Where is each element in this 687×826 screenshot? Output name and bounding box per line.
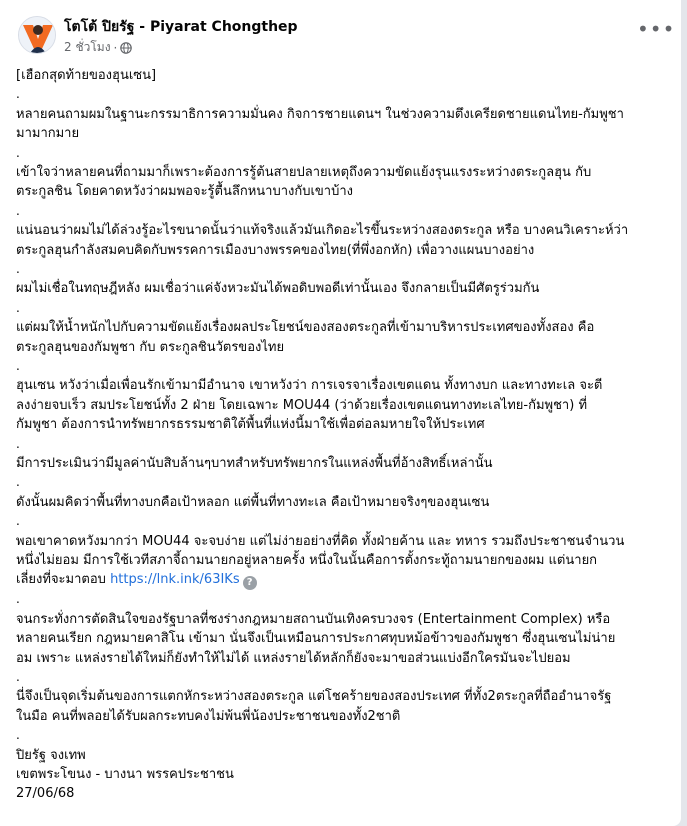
post-line: ตระกูลฮุนของกัมพูชา กับ ตระกูลชินวัตรของไทย	[16, 339, 285, 355]
post-line: ตระกูลชิน โดยคาดหวังว่าผมพอจะรู้ตื้นลึกหนาบางกับเขาบ้าง	[16, 184, 354, 200]
post-line: แน่นอนว่าผมไม่ได้ล่วงรู้อะไรขนาดนั้นว่าแท้จริงแล้วมันเกิดอะไรขึ้นระหว่างสองตระกูล หรือ บางคนวิเคราะห์ว่า	[16, 223, 629, 239]
post-line: จนกระทั่งการตัดสินใจของรัฐบาลที่ชงร่างกฎหมายสถานบันเทิงครบวงจร (Entertainment Complex) หรือ	[16, 611, 611, 627]
post-line: .	[16, 359, 20, 374]
post-line: แต่ผมให้น้ำหนักไปกับความขัดแย้งเรื่องผลประโยชน์ของสองตระกูลที่เข้ามาบริหารประเทศของทั้งสอง คือ	[16, 320, 595, 336]
signature-name: ปิยรัฐ จงเทพ	[16, 747, 86, 763]
avatar[interactable]	[18, 16, 56, 54]
post-meta	[64, 38, 132, 57]
post-line: .	[16, 592, 20, 607]
post-line: ตระกูลฮุนกำลังสมคบคิดกับพรรคการเมืองบางพรรคของไทย(ที่พึ่งอกหัก) เพื่อวางแผนบางอย่าง	[16, 242, 535, 258]
post-line: ลงง่ายจบเร็ว สมประโยชน์ทั้ง 2 ฝ่าย โดยเฉพาะ MOU44 (ว่าด้วยเรื่องเขตแดนทางทะเลไทย-กัมพูชา) ที่	[16, 397, 588, 413]
signature-district: เขตพระโขนง - บางนา พรรคประชาชน	[16, 767, 234, 783]
avatar-image	[19, 17, 56, 54]
post-line: .	[16, 728, 20, 743]
post-line: หลายคนถามผมในฐานะกรรมาธิการความมั่นคง กิจการชายแดนฯ ในช่วงความตึงเครียดชายแดนไทย-กัมพูชา	[16, 106, 624, 122]
post-line: หนึ่งไม่ยอม มีการใช้เวทีสภาจี้ถามนายกอยู่หลายครั้ง หนึ่งในนั้นคือการตั้งกระทู้ถามนายกของผม แต่นายก	[16, 553, 598, 569]
post-line: .	[16, 475, 20, 490]
post-line: นี่จึงเป็นจุดเริ่มต้นของการแตกหักระหว่างสองตระกูล แต่โชคร้ายของสองประเทศ ที่ทั้ง2ตระกูลที่ถืออำนาจรัฐ	[16, 689, 612, 705]
post-line: ผมไม่เชื่อในทฤษฎีหลัง ผมเชื่อว่าแค่จังหวะมันได้พอดิบพอดีเท่านั้นเอง จึงกลายเป็นมีศัตรูร่วมกัน	[16, 281, 540, 297]
post-body	[16, 66, 676, 804]
post-line: ดังนั้นผมคิดว่าพื้นที่ทางบกคือเป้าหลอก แต่พื้นที่ทางทะเล คือเป้าหมายจริงๆของฮุนเซน	[16, 494, 490, 510]
post-line: .	[16, 145, 20, 160]
post-line: กัมพูชา ต้องการนำทรัพยากรธรรมชาติใต้พื้นที่แห่งนี้มาใช้เพื่อต่อลมหายใจให้ประเทศ	[16, 417, 485, 433]
post-link[interactable]: https://lnk.ink/63IKs	[110, 572, 240, 588]
signature-date: 27/06/68	[16, 786, 75, 802]
post-line: [เฮือกสุดท้ายของฮุนเซน]	[16, 68, 157, 83]
post-line: .	[16, 87, 20, 102]
post-line: ในมือ คนที่พลอยได้รับผลกระทบคงไม่พ้นพี่น้องประชาชนของทั้ง2ชาติ	[16, 708, 401, 724]
meta-separator: ·	[113, 40, 118, 55]
question-circle-icon[interactable]: ?	[243, 576, 257, 590]
post-line: .	[16, 514, 20, 529]
post-line: .	[16, 670, 20, 685]
post-header	[0, 0, 681, 64]
post-line: หลายคนเรียก กฎหมายคาสิโน เข้ามา นั่นจึงเป็นเหมือนการประกาศทุบหม้อข้าวของกัมพูชา ซึ่งฮุนเซนไม่น่าย	[16, 631, 616, 647]
post-line: .	[16, 436, 20, 451]
post-line: .	[16, 262, 20, 277]
globe-icon	[120, 42, 132, 54]
post-line-text: เลี่ยงที่จะมาตอบ	[16, 572, 106, 588]
author-name[interactable]: โตโต้ ปิยรัฐ - Piyarat Chongthep	[64, 19, 298, 35]
post-time[interactable]: 2 ชั่วโมง	[64, 40, 111, 54]
post-line: อม เพราะ แหล่งรายได้ใหม่ก็ยังทำให้ไม่ได้ แหล่งรายได้หลักก็ยังจะมาขอส่วนแบ่งอีกใครมันจะไปยอม	[16, 650, 571, 666]
post-line: มีการประเมินว่ามีมูลค่านับสิบล้านๆบาทสำหรับทรัพยากรในแหล่งพื้นที่อ้างสิทธิ์เหล่านั้น	[16, 456, 493, 472]
post-line: พอเขาคาดหวังมากว่า MOU44 จะจบง่าย แต่ไม่ง่ายอย่างที่คิด ทั้งฝ่ายค้าน และ ทหาร รวมถึงประชาชนจำนวน	[16, 533, 625, 549]
post-line-with-link	[16, 570, 676, 590]
post-line: .	[16, 203, 20, 218]
post-line: เข้าใจว่าหลายคนที่ถามมาก็เพราะต้องการรู้ต้นสายปลายเหตุถึงความขัดแย้งรุนแรงระหว่างตระกูลฮุน กับ	[16, 165, 592, 180]
more-options-icon[interactable]: •••	[637, 17, 676, 41]
post-line: ฮุนเซน หวังว่าเมื่อเพื่อนรักเข้ามามีอำนาจ เขาหวังว่า การเจรจาเรื่องเขตแดน ทั้งทางบก และทางทะเล จะตี	[16, 378, 603, 394]
post-line: .	[16, 300, 20, 315]
post-line: มามากมาย	[16, 126, 80, 142]
